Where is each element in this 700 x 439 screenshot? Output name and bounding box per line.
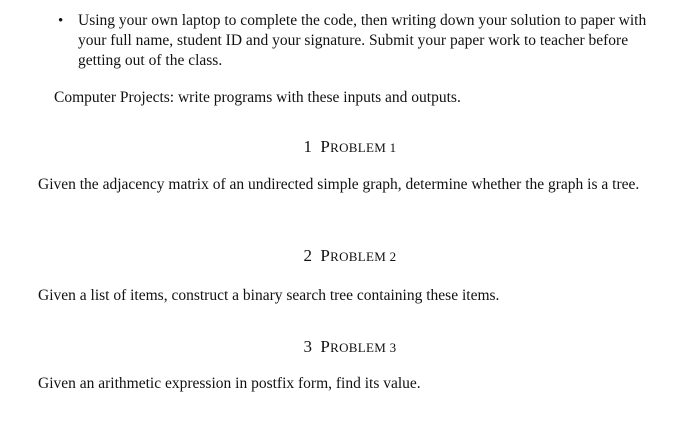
problem-2-number: 2 [303, 246, 313, 265]
intro-paragraph: Computer Projects: write programs with these inputs and outputs. [54, 89, 461, 106]
problem-3-title-rest: ROBLEM 3 [330, 340, 397, 355]
instruction-text: Using your own laptop to complete the code, then writing down your solution to paper with your full name, student ID and your signature. Submit your paper work to teacher before getting out of the class. [78, 12, 647, 69]
problem-3-heading [0, 337, 700, 358]
problem-3-title-cap: P [320, 337, 331, 356]
problem-1-title-rest: ROBLEM 1 [330, 140, 397, 155]
bullet-icon: • [58, 13, 64, 29]
problem-2-title-rest: ROBLEM 2 [330, 249, 397, 264]
instruction-bullet-item [58, 11, 670, 71]
problem-1-heading [0, 137, 700, 158]
problem-1-number: 1 [303, 137, 313, 156]
problem-1-title-cap: P [320, 137, 331, 156]
problem-3-number: 3 [303, 337, 313, 356]
problem-2-description: Given a list of items, construct a binary search tree containing these items. [38, 287, 500, 304]
problem-1-description: Given the adjacency matrix of an undirected simple graph, determine whether the graph is a tree. [38, 176, 640, 193]
problem-2-title-cap: P [320, 246, 331, 265]
problem-3-description: Given an arithmetic expression in postfix form, find its value. [38, 375, 421, 392]
problem-2-heading [0, 246, 700, 267]
